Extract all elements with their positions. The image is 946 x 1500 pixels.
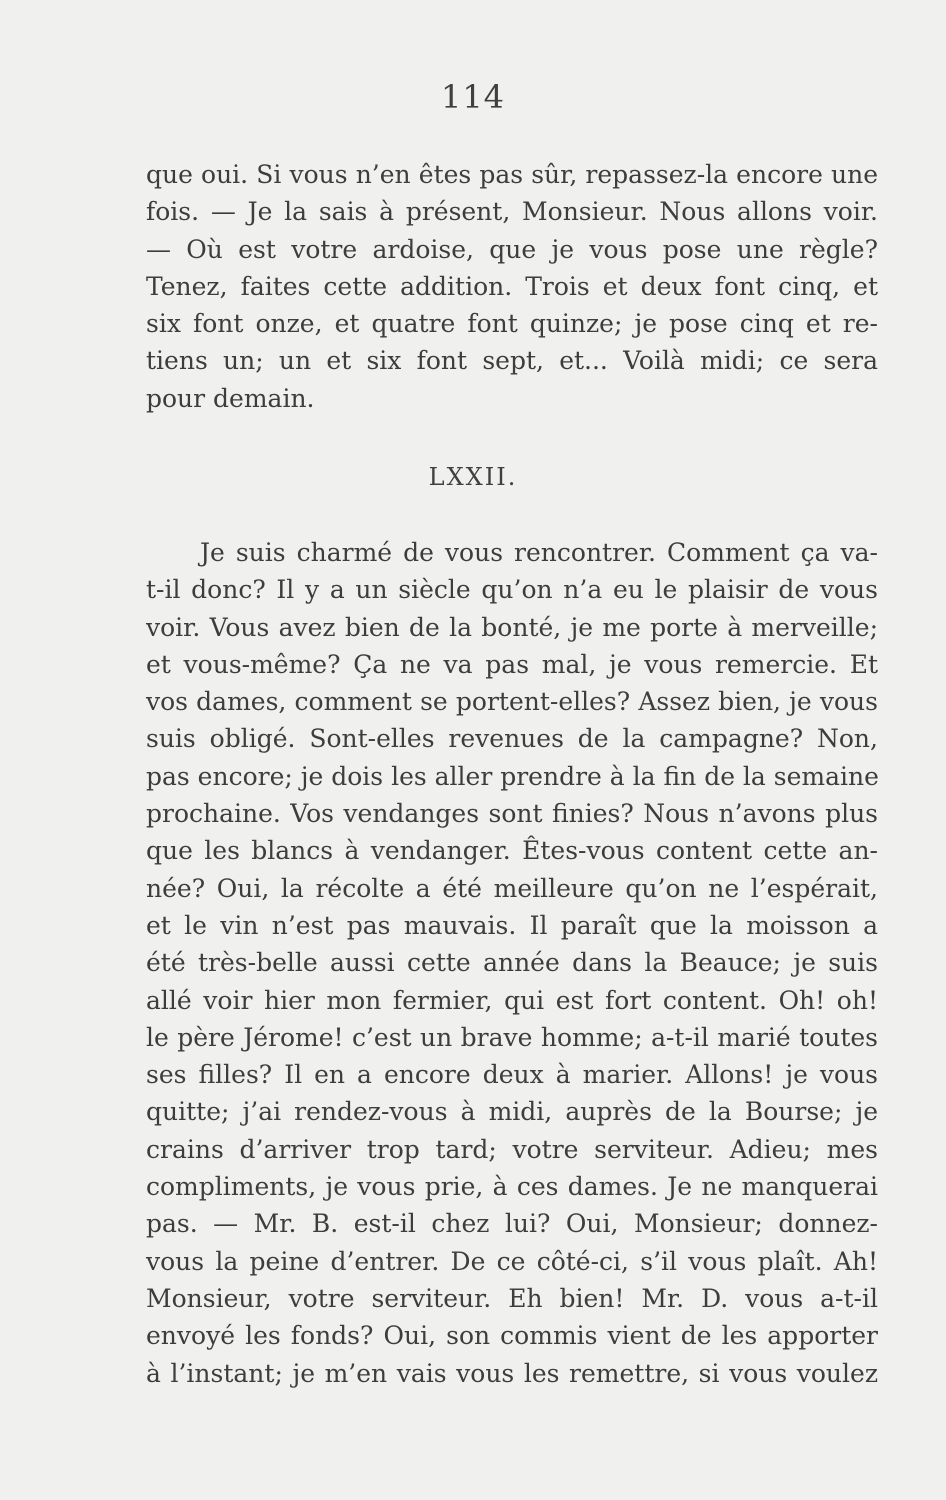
text-line: envoyé les fonds? Oui, son commis vient de les apporter xyxy=(146,1321,878,1351)
text-line: — Où est votre ardoise, que je vous pose une règle? xyxy=(146,234,878,264)
paragraph-lxxii xyxy=(146,534,878,1392)
text-line: Tenez, faites cette addition. Trois et deux font cinq, et xyxy=(146,271,878,301)
text-line: Monsieur, votre serviteur. Eh bien! Mr. D. vous a-t-il xyxy=(146,1283,878,1313)
text-line: que oui. Si vous n’en êtes pas sûr, repassez-la encore une xyxy=(146,160,878,189)
text-line: pas encore; je dois les aller prendre à la fin de la semaine xyxy=(146,761,879,791)
page-number: 114 xyxy=(440,78,506,116)
text-line: et vous-même? Ça ne va pas mal, je vous remercie. Et xyxy=(146,649,878,679)
text-line: fois. — Je la sais à présent, Monsieur. Nous allons voir. xyxy=(146,197,878,227)
text-line: allé voir hier mon fermier, qui est fort content. Oh! oh! xyxy=(146,985,878,1015)
text-line: crains d’arriver trop tard; votre serviteur. Adieu; mes xyxy=(146,1134,878,1164)
text-line: voir. Vous avez bien de la bonté, je me porte à merveille; xyxy=(146,612,878,642)
text-line: le père Jérome! c’est un brave homme; a-t-il marié toutes xyxy=(146,1022,878,1052)
text-line: née? Oui, la récolte a été meilleure qu’on ne l’espérait, xyxy=(146,873,878,903)
text-line: t-il donc? Il y a un siècle qu’on n’a eu le plaisir de vous xyxy=(146,575,878,605)
text-line: tiens un; un et six font sept, et... Voilà midi; ce sera xyxy=(146,346,878,376)
text-line: pour demain. xyxy=(146,383,315,413)
text-line: compliments, je vous prie, à ces dames. Je ne manquerai xyxy=(146,1172,878,1202)
text-line: et le vin n’est pas mauvais. Il paraît que la moisson a xyxy=(146,910,878,940)
section-heading: LXXII. xyxy=(428,463,518,491)
text-line: ses filles? Il en a encore deux à marier. Allons! je vous xyxy=(146,1060,878,1090)
text-line: quitte; j’ai rendez-vous à midi, auprès de la Bourse; je xyxy=(146,1097,878,1127)
text-line: été très-belle aussi cette année dans la Beauce; je suis xyxy=(146,948,878,978)
text-line: vous la peine d’entrer. De ce côté-ci, s’il vous plaît. Ah! xyxy=(146,1246,878,1276)
paragraph-continued xyxy=(146,156,878,417)
text-line: six font onze, et quatre font quinze; je pose cinq et re- xyxy=(146,309,878,339)
text-line: prochaine. Vos vendanges sont finies? Nous n’avons plus xyxy=(146,799,878,829)
text-line: que les blancs à vendanger. Êtes-vous content cette an- xyxy=(146,836,878,866)
text-line: à l’instant; je m’en vais vous les remettre, si vous voulez xyxy=(146,1358,878,1388)
text-line: vos dames, comment se portent-elles? Assez bien, je vous xyxy=(146,687,878,717)
text-line: suis obligé. Sont-elles revenues de la campagne? Non, xyxy=(146,724,878,754)
text-line: Je suis charmé de vous rencontrer. Comment ça va- xyxy=(200,538,878,567)
text-line: pas. — Mr. B. est-il chez lui? Oui, Monsieur; donnez- xyxy=(146,1209,878,1239)
